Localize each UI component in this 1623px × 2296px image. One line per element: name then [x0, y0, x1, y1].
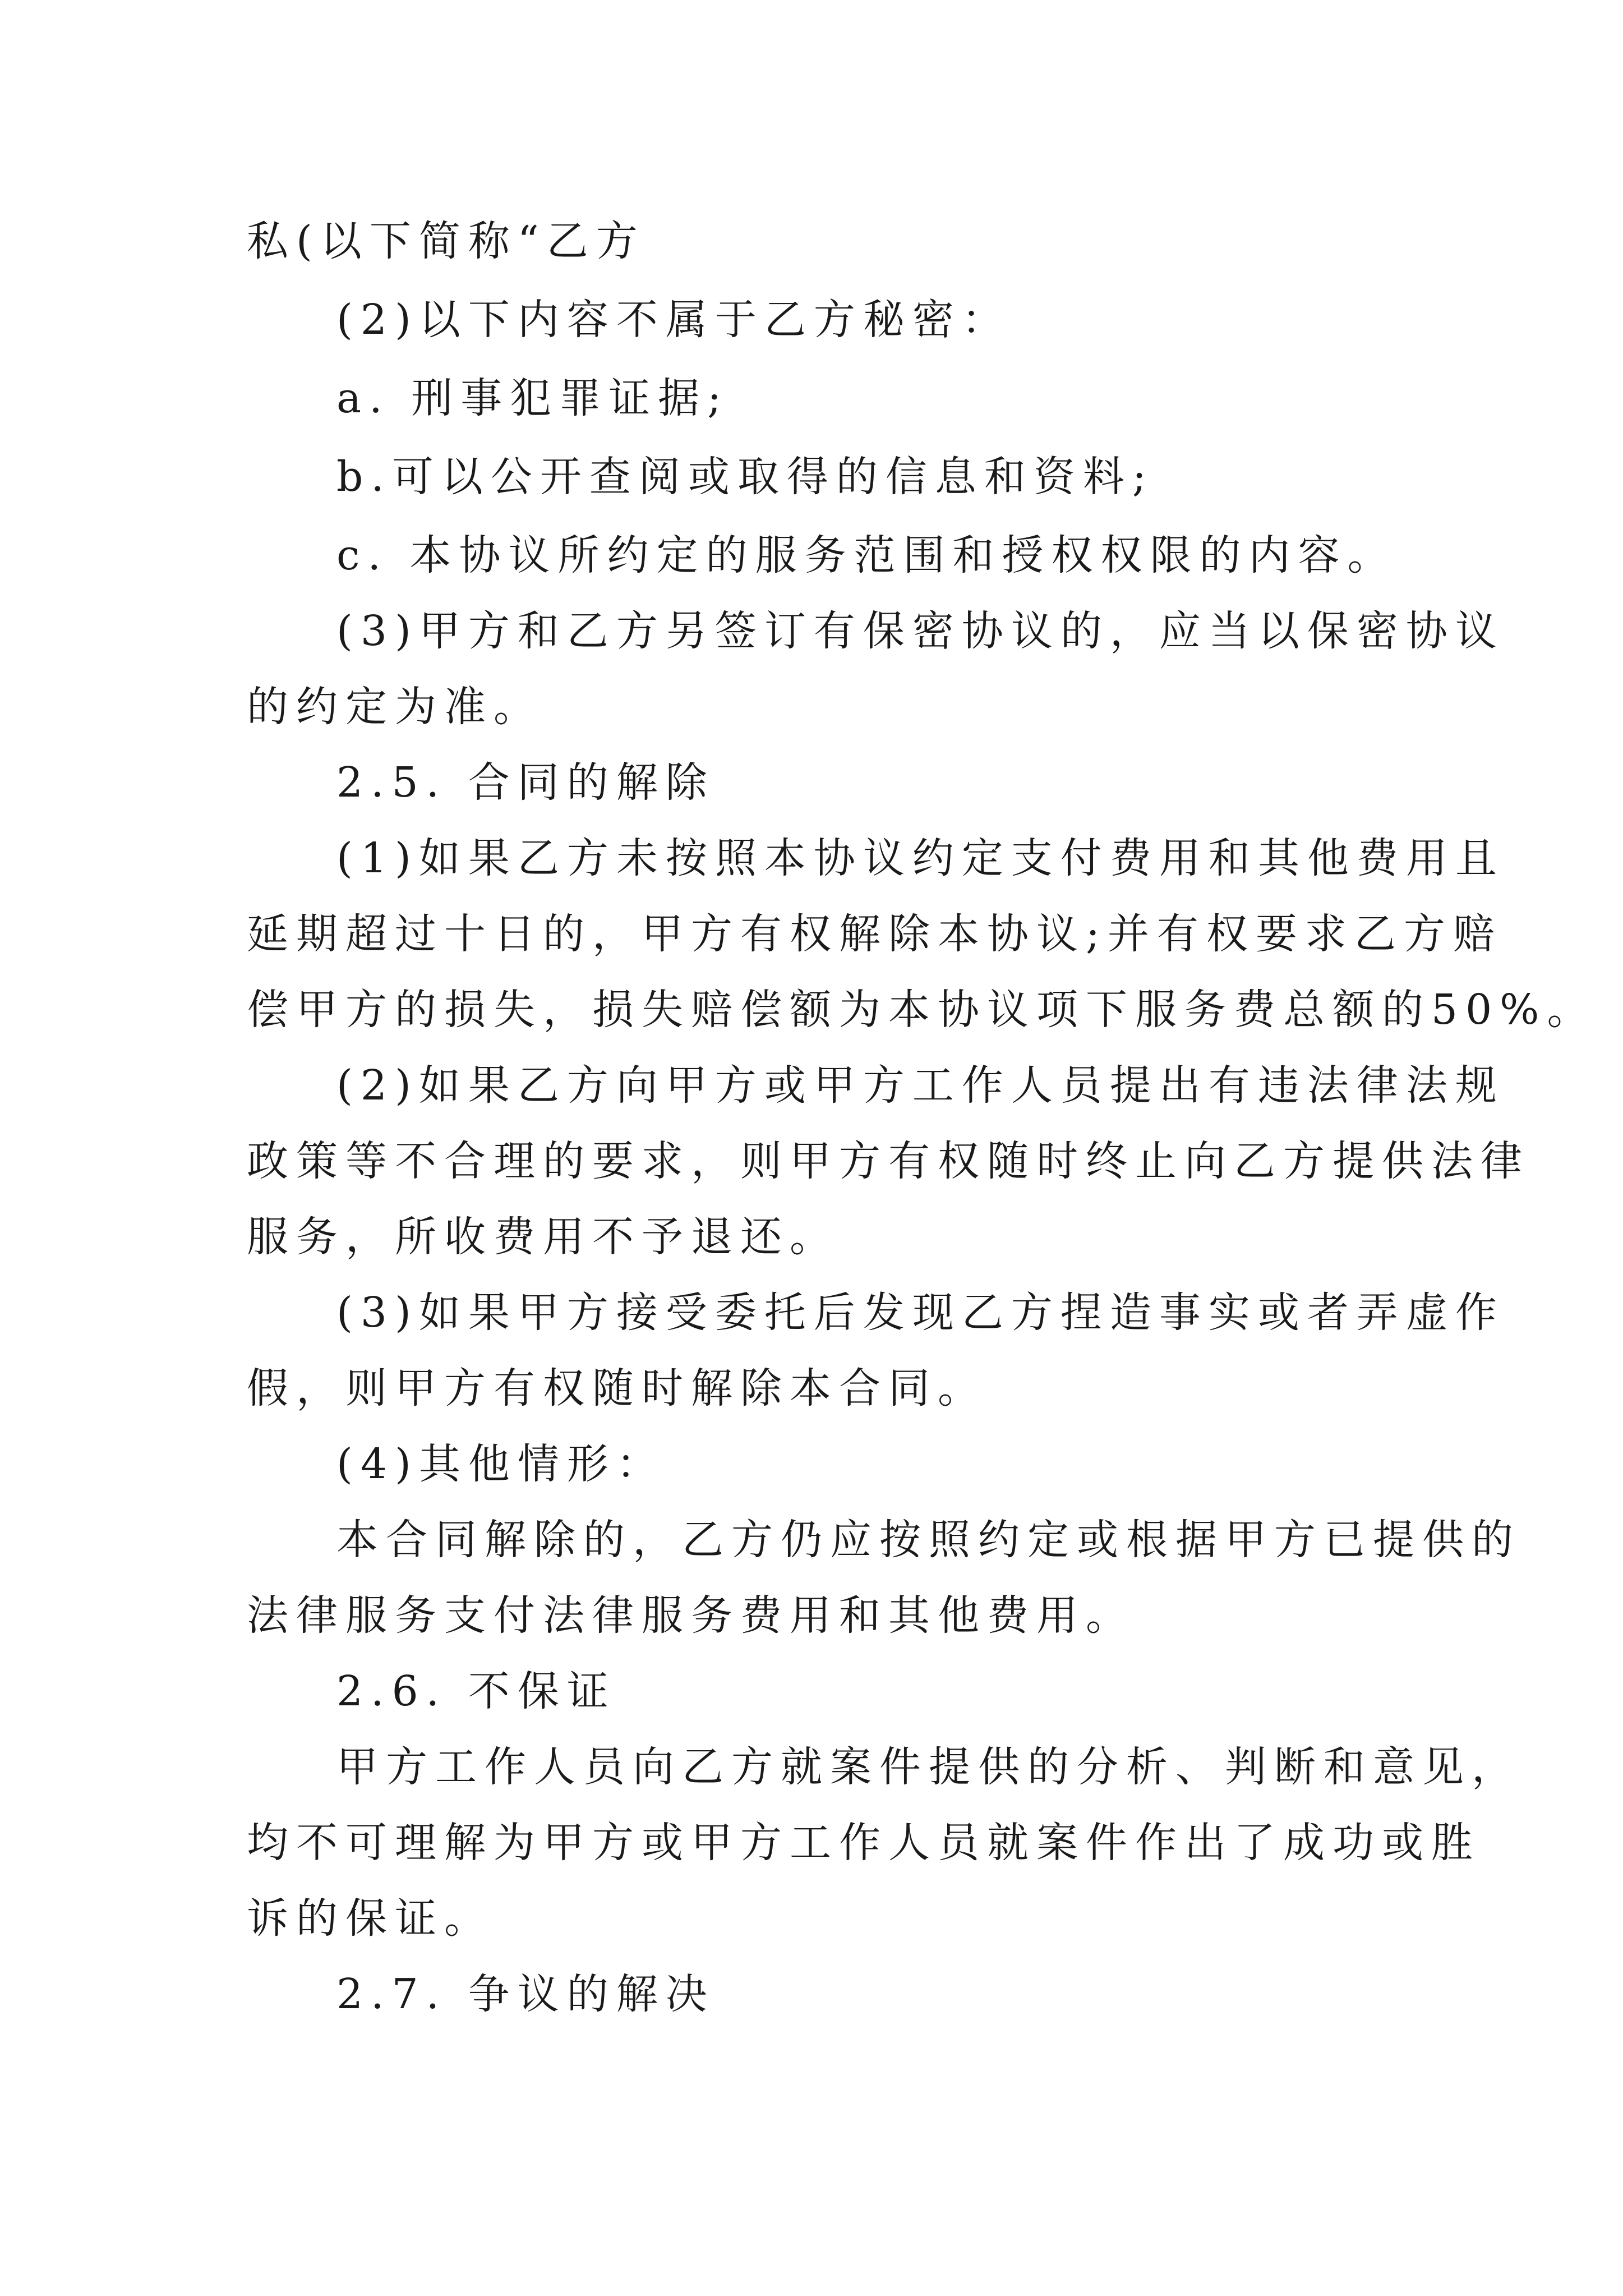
section-2-5-heading: 2.5. 合同的解除	[336, 758, 715, 807]
clause-2-heading: (2)以下内容不属于乙方秘密：	[336, 296, 1011, 344]
termination-clause-1: (1)如果乙方未按照本协议约定支付费用和其他费用且	[336, 834, 1505, 882]
paragraph-text: 本合同解除的，乙方仍应按照约定或根据甲方已提供的	[336, 1516, 1521, 1564]
text-line: 偿甲方的损失，损失赔偿额为本协议项下服务费总额的50%。	[247, 986, 1597, 1034]
termination-clause-3: (3)如果甲方接受委托后发现乙方捏造事实或者弄虚作	[336, 1289, 1505, 1337]
paragraph-text: 甲方工作人员向乙方就案件提供的分析、判断和意见，	[336, 1743, 1521, 1791]
text-line: 政策等不合理的要求，则甲方有权随时终止向乙方提供法律	[247, 1137, 1530, 1185]
list-item-a: a. 刑事犯罪证据;	[336, 374, 730, 422]
termination-clause-4: (4)其他情形：	[336, 1440, 666, 1488]
list-item-b: b.可以公开查阅或取得的信息和资料;	[336, 453, 1154, 501]
text-line: 延期超过十日的，甲方有权解除本协议;并有权要求乙方赔	[247, 910, 1502, 958]
text-line: 法律服务支付法律服务费用和其他费用。	[247, 1591, 1135, 1640]
text-line: 假，则甲方有权随时解除本合同。	[247, 1364, 987, 1412]
text-line: 服务，所收费用不予退还。	[247, 1213, 839, 1261]
clause-3-text: (3)甲方和乙方另签订有保密协议的，应当以保密协议	[336, 607, 1505, 655]
section-2-7-heading: 2.7. 争议的解决	[336, 1970, 715, 2018]
list-item-c: c. 本协议所约定的服务范围和授权权限的内容。	[336, 531, 1397, 579]
termination-clause-2: (2)如果乙方向甲方或甲方工作人员提出有违法律法规	[336, 1061, 1505, 1110]
text-line: 均不可理解为甲方或甲方工作人员就案件作出了成功或胜	[247, 1819, 1481, 1867]
text-line: 私(以下简称“乙方	[247, 217, 645, 265]
section-2-6-heading: 2.6. 不保证	[336, 1667, 616, 1715]
text-line: 的约定为准。	[247, 683, 543, 731]
text-line: 诉的保证。	[247, 1894, 494, 1943]
